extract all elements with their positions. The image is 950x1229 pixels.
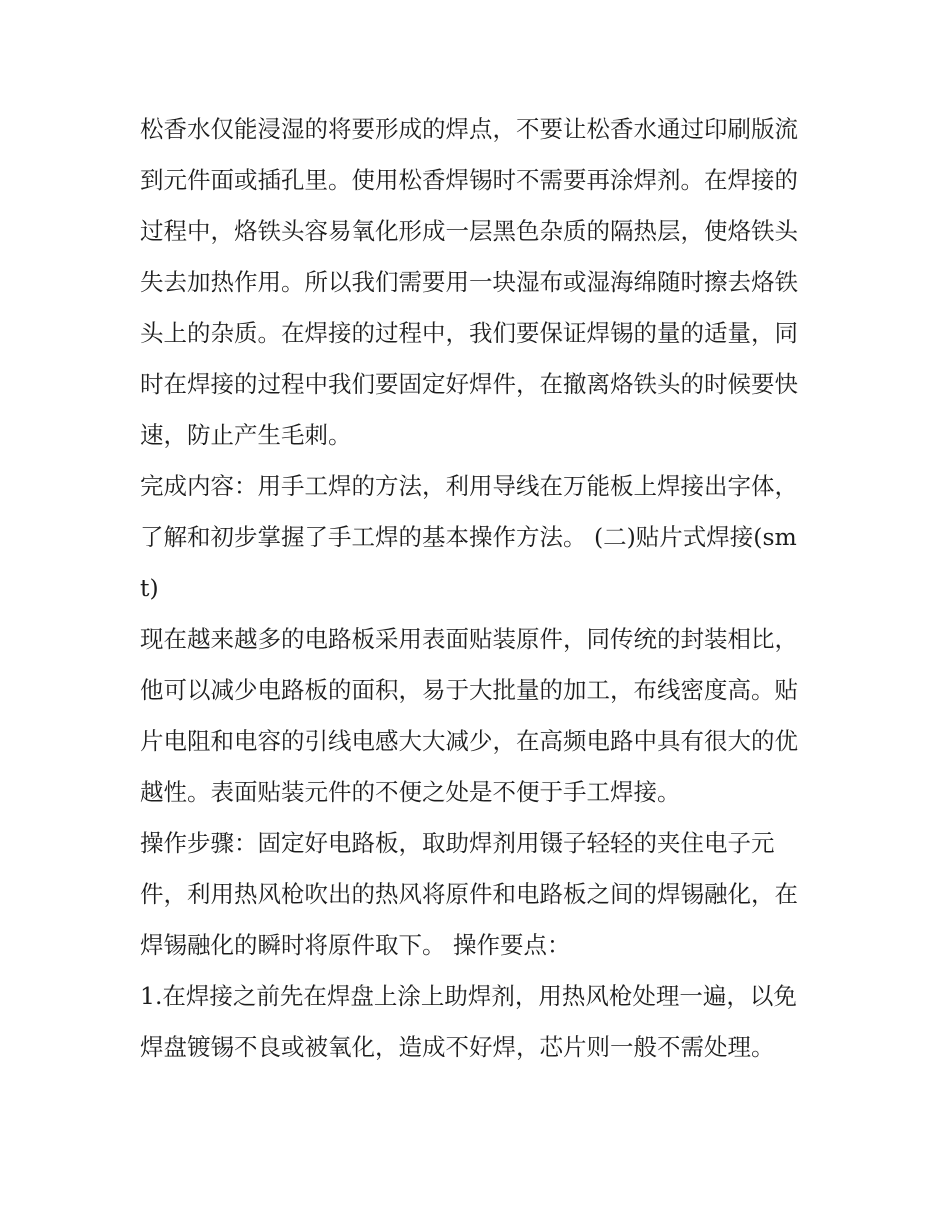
paragraph-rosin-usage: 松香水仅能浸湿的将要形成的焊点，不要让松香水通过印刷版流到元件面或插孔里。使用松香焊锡时不需要再涂焊剂。在焊接的过程中，烙铁头容易氧化形成一层黑色杂质的隔热层，使烙铁头失去加热作用。所以我们需要用一块湿布或湿海绵随时擦去烙铁头上的杂质。在焊接的过程中，我们要保证焊锡的量的适量，同时在焊接的过程中我们要固定好焊件，在撤离烙铁头的时候要快速，防止产生毛刺。	[140, 115, 798, 449]
paragraph-smt-intro: 现在越来越多的电路板采用表面贴装原件，同传统的封装相比，他可以减少电路板的面积，易于大批量的加工，布线密度高。贴片电阻和电容的引线电感大大减少，在高频电路中具有很大的优越性。表面贴装元件的不便之处是不便于手工焊接。	[140, 625, 798, 806]
paragraph-operation-steps: 操作步骤：固定好电路板，取助焊剂用镊子轻轻的夹住电子元件，利用热风枪吹出的热风将原件和电路板之间的焊锡融化，在焊锡融化的瞬时将原件取下。 操作要点：	[140, 829, 798, 959]
document-body	[140, 104, 812, 1073]
paragraph-completed-content: 完成内容：用手工焊的方法，利用导线在万能板上焊接出字体，了解和初步掌握了手工焊的基本操作方法。 (二)贴片式焊接(smt)	[140, 472, 798, 602]
paragraph-key-point-1: 1.在焊接之前先在焊盘上涂上助焊剂，用热风枪处理一遍，以免焊盘镀锡不良或被氧化，造成不好焊，芯片则一般不需处理。	[140, 982, 797, 1061]
